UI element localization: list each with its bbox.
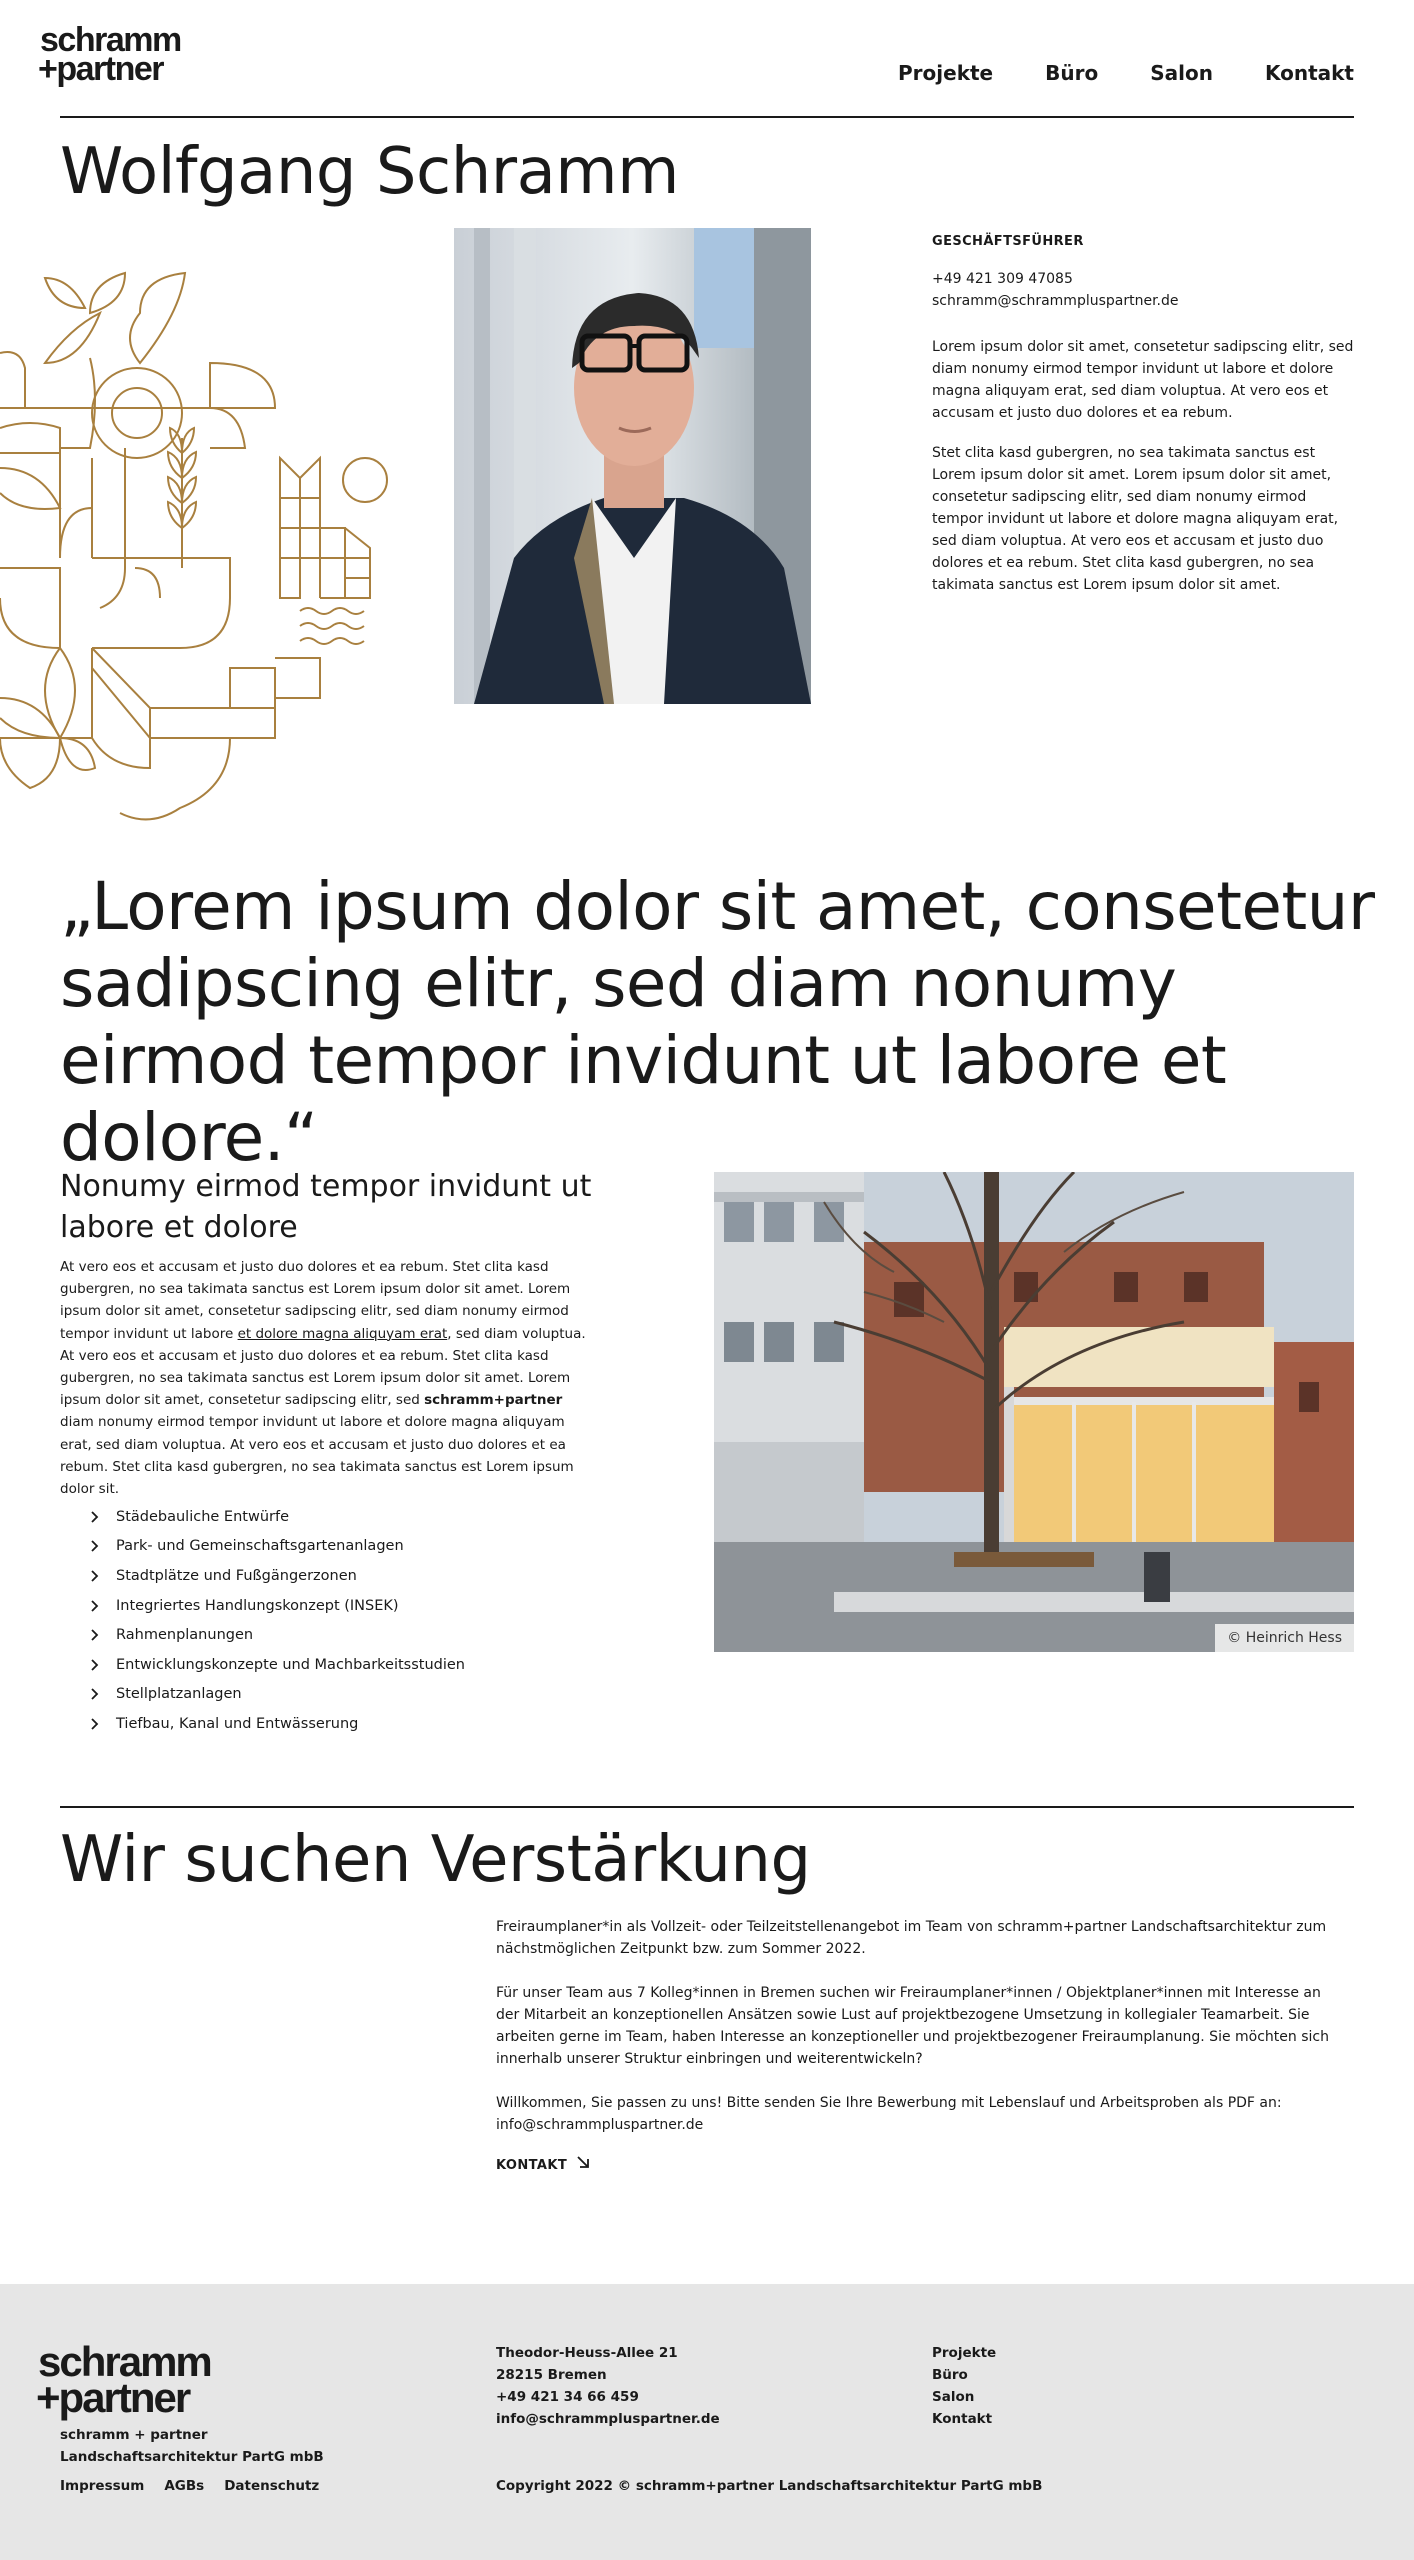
- section-body-text: diam nonumy eirmod tempor invidunt ut labore et dolore magna aliquyam erat, sed diam voluptua. At vero eos et accusam et justo duo dolores et ea rebum. Stet clita kasd gubergren, no sea takimata sanctus est Lorem ipsum dolor sit.: [60, 1414, 574, 1498]
- section-body: [60, 1256, 600, 1500]
- nav-salon[interactable]: Salon: [1150, 61, 1213, 85]
- list-item-label: Integriertes Handlungskonzept (INSEK): [116, 1597, 399, 1614]
- list-item-label: Tiefbau, Kanal und Entwässerung: [116, 1715, 359, 1732]
- page-title: Wolfgang Schramm: [60, 135, 679, 209]
- jobs-heading: Wir suchen Verstärkung: [60, 1823, 811, 1897]
- footer-nav-buero[interactable]: Büro: [932, 2367, 968, 2383]
- list-item-label: Park- und Gemeinschaftsgartenanlagen: [116, 1538, 404, 1555]
- main-nav: [898, 60, 1354, 86]
- contact-button[interactable]: [496, 2154, 591, 2178]
- footer-phone-link[interactable]: +49 421 34 66 459: [496, 2389, 639, 2405]
- footer-nav: [932, 2342, 996, 2430]
- nav-projekte[interactable]: Projekte: [898, 61, 994, 85]
- list-item: [90, 1591, 465, 1621]
- list-item: [90, 1561, 465, 1591]
- bio-phone-link[interactable]: +49 421 309 47085: [932, 271, 1073, 287]
- footer-company: [60, 2424, 324, 2468]
- bio-email-link[interactable]: schramm@schrammpluspartner.de: [932, 293, 1179, 309]
- list-item: [90, 1502, 465, 1532]
- footer-link-agbs[interactable]: AGBs: [164, 2478, 205, 2494]
- footer-nav-projekte[interactable]: Projekte: [932, 2345, 997, 2361]
- footer-street: Theodor-Heuss-Allee 21: [496, 2345, 678, 2361]
- list-item-label: Rahmenplanungen: [116, 1627, 254, 1644]
- footer-link-impressum[interactable]: Impressum: [60, 2478, 145, 2494]
- logo-line-1: schramm: [40, 21, 181, 59]
- bio-paragraph-2: Stet clita kasd gubergren, no sea takimata sanctus est Lorem ipsum dolor sit amet. Lorem ipsum dolor sit amet, consetetur sadipscing elitr, sed diam nonumy eirmod tempor invidunt ut labore et dolore magna aliquyam erat, sed diam voluptua. At vero eos et accusam et justo duo dolores et ea rebum. Stet clita kasd gubergren, no sea takimata sanctus est Lorem ipsum dolor sit amet.: [932, 445, 1339, 593]
- footer: [0, 2284, 1414, 2560]
- footer-email-link[interactable]: info@schrammpluspartner.de: [496, 2411, 720, 2427]
- chevron-right-icon: [90, 1600, 110, 1612]
- section-divider: [60, 1806, 1354, 1808]
- section-body-bold: schramm+partner: [424, 1392, 563, 1409]
- section-body-text: At vero eos et accusam et justo duo dolores et ea rebum. Stet clita kasd gubergren, no sea takimata sanctus est Lorem ipsum dolor sit amet. Lorem ipsum dolor sit amet, consetetur sadipscing elitr, sed diam nonumy eirmod tempor invidunt ut labore: [60, 1259, 571, 1342]
- list-item: [90, 1650, 465, 1680]
- jobs-paragraph-3: Willkommen, Sie passen zu uns! Bitte senden Sie Ihre Bewerbung mit Lebenslauf und Arbeitsproben als PDF an:: [496, 2095, 1282, 2111]
- list-item: [90, 1680, 465, 1710]
- pull-quote: „Lorem ipsum dolor sit amet, consetetur sadipscing elitr, sed diam nonumy eirmod tempor invidunt ut labore et dolore.“: [60, 868, 1375, 1176]
- list-item-label: Städebauliche Entwürfe: [116, 1508, 290, 1525]
- jobs-email-link[interactable]: info@schrammpluspartner.de: [496, 2117, 704, 2133]
- footer-copyright: Copyright 2022 © schramm+partner Landschaftsarchitektur PartG mbB: [496, 2478, 1043, 2494]
- footer-logo-line-1: schramm: [38, 2338, 211, 2385]
- footer-logo[interactable]: [36, 2338, 211, 2421]
- photo-credit: © Heinrich Hess: [1215, 1624, 1354, 1652]
- footer-link-datenschutz[interactable]: Datenschutz: [224, 2478, 320, 2494]
- footer-company-name: schramm + partner: [60, 2427, 208, 2443]
- footer-city: 28215 Bremen: [496, 2367, 607, 2383]
- section-body-text: , sed diam voluptua. At vero eos et accusam et justo duo dolores et ea rebum. Stet clita kasd gubergren, no sea takimata sanctus est Lorem ipsum dolor sit amet. Lorem ipsum dolor sit amet, consetetur sadipscing elitr, sed: [60, 1325, 586, 1409]
- footer-address: [496, 2342, 720, 2430]
- section-heading: Nonumy eirmod tempor invidunt ut labore et dolore: [60, 1169, 592, 1245]
- logo-line-2: +partner: [38, 50, 163, 88]
- footer-legal-links: [60, 2478, 319, 2494]
- footer-nav-salon[interactable]: Salon: [932, 2389, 975, 2405]
- chevron-right-icon: [90, 1570, 110, 1582]
- bio-role: GESCHÄFTSFÜHRER: [932, 234, 1084, 249]
- nav-kontakt[interactable]: Kontakt: [1264, 61, 1354, 85]
- header-divider: [60, 116, 1354, 118]
- chevron-right-icon: [90, 1629, 110, 1641]
- botanical-ornament-icon: [0, 268, 400, 828]
- bio-block: [932, 232, 1357, 596]
- inline-link[interactable]: et dolore magna aliquyam erat: [237, 1325, 448, 1342]
- list-item-label: Stellplatzanlagen: [116, 1686, 242, 1703]
- chevron-right-icon: [90, 1511, 110, 1523]
- jobs-block: [496, 1916, 1336, 2178]
- services-list: [90, 1502, 465, 1739]
- chevron-right-icon: [90, 1688, 110, 1700]
- list-item: [90, 1620, 465, 1650]
- footer-nav-kontakt[interactable]: Kontakt: [932, 2411, 993, 2427]
- jobs-paragraph-2: Für unser Team aus 7 Kolleg*innen in Bremen suchen wir Freiraumplaner*innen / Objektplaner*innen mit Interesse an der Mitarbeit an konzeptionellen Ansätzen sowie Lust auf projektbezogene Umsetzung in kollegialer Teamarbeit. Sie arbeiten gerne im Team, haben Interesse an konzeptioneller und projektbezogener Freiraumplanung. Sie möchten sich innerhalb unserer Struktur einbringen und weiterentwickeln?: [496, 1985, 1329, 2067]
- list-item-label: Stadtplätze und Fußgängerzonen: [116, 1567, 357, 1584]
- portrait-photo: [454, 228, 811, 704]
- chevron-right-icon: [90, 1659, 110, 1671]
- chevron-right-icon: [90, 1718, 110, 1730]
- bio-paragraph-1: Lorem ipsum dolor sit amet, consetetur sadipscing elitr, sed diam nonumy eirmod tempor invidunt ut labore et dolore magna aliquyam erat, sed diam voluptua. At vero eos et accusam et justo duo dolores et ea rebum.: [932, 339, 1354, 421]
- list-item: [90, 1532, 465, 1562]
- jobs-paragraph-1: Freiraumplaner*in als Vollzeit- oder Teilzeitstellenangebot im Team von schramm+partner Landschaftsarchitektur zum nächstmöglichen Zeitpunkt bzw. zum Sommer 2022.: [496, 1919, 1327, 1957]
- footer-company-type: Landschaftsarchitektur PartG mbB: [60, 2449, 324, 2465]
- logo[interactable]: [38, 21, 220, 90]
- footer-logo-line-2: +partner: [36, 2374, 190, 2421]
- list-item: [90, 1709, 465, 1739]
- arrow-down-right-icon: [575, 2154, 591, 2178]
- contact-button-label: KONTAKT: [496, 2158, 568, 2173]
- list-item-label: Entwicklungskonzepte und Machbarkeitsstudien: [116, 1656, 465, 1673]
- building-photo: [714, 1172, 1354, 1652]
- nav-buero[interactable]: Büro: [1045, 61, 1099, 85]
- chevron-right-icon: [90, 1540, 110, 1552]
